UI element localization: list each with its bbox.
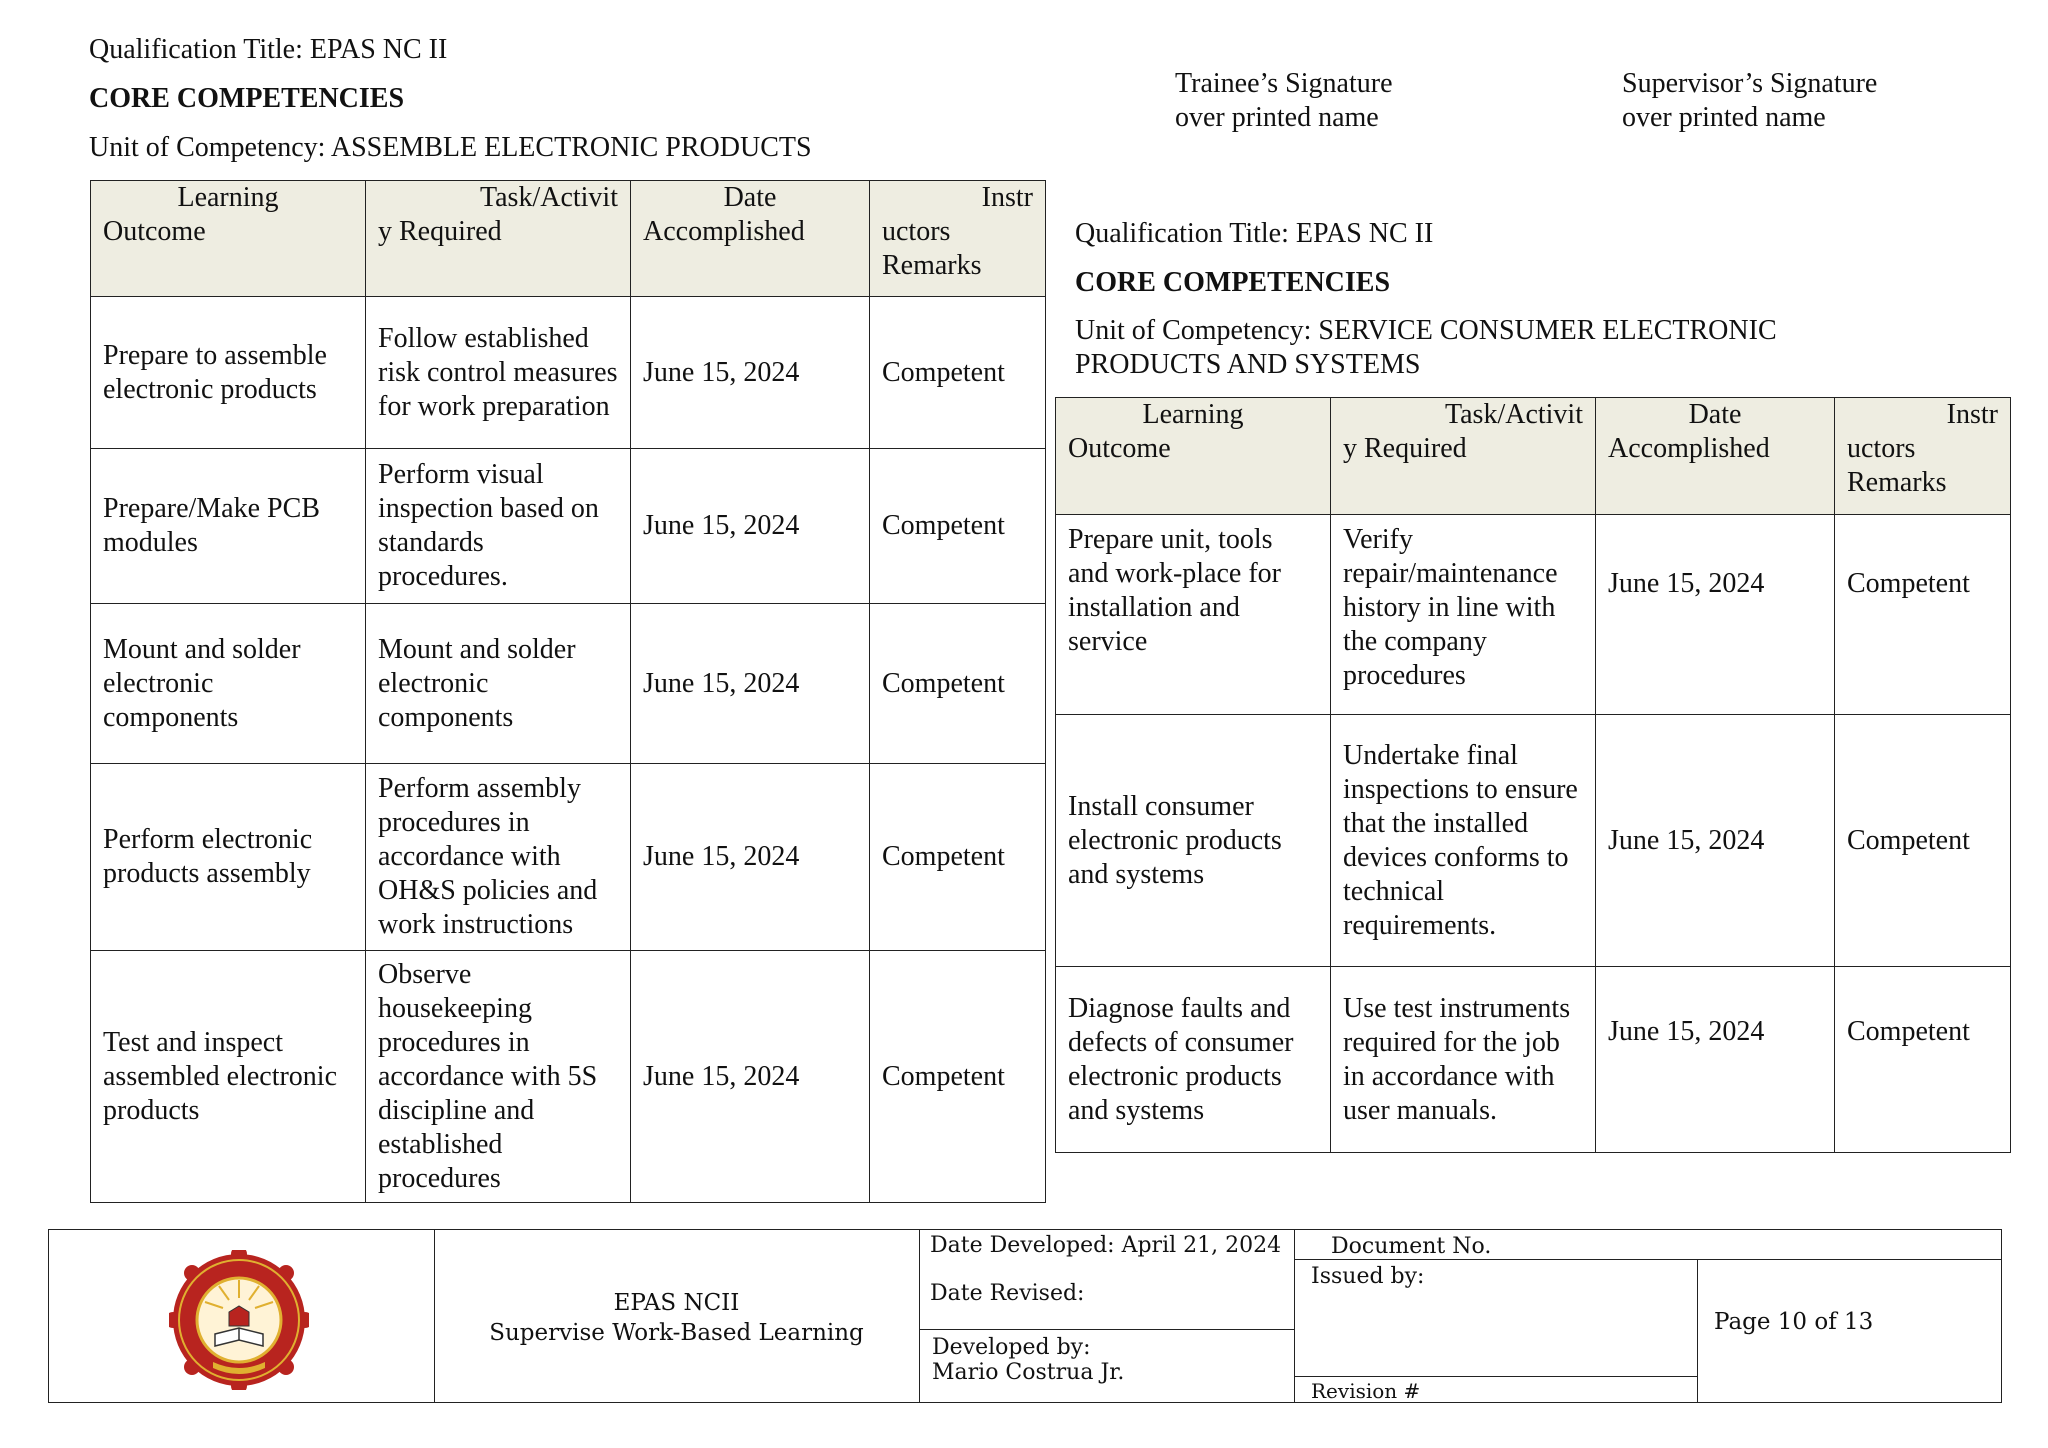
task-cell: Follow established risk control measures for work preparation (366, 297, 631, 449)
date-cell: June 15, 2024 (631, 449, 870, 604)
document-number-label: Document No. (1331, 1234, 1492, 1259)
header-date-accomplished: Date Accomplished (631, 181, 870, 297)
learning-outcome-cell: Prepare to assemble electronic products (91, 297, 366, 449)
remarks-cell: Competent (1835, 515, 2011, 715)
task-cell: Undertake final inspections to ensure that the installed devices conforms to technical requirements. (1331, 715, 1596, 967)
remarks-cell: Competent (870, 297, 1046, 449)
issued-by-label: Issued by: (1311, 1264, 1425, 1289)
header-task-required: Task/Activit y Required (366, 181, 631, 297)
left-section-title: CORE COMPETENCIES (89, 83, 405, 114)
revision-label: Revision # (1311, 1379, 1421, 1403)
date-cell: June 15, 2024 (1596, 967, 1835, 1153)
date-cell: June 15, 2024 (1596, 715, 1835, 967)
header-learning-outcome: Learning Outcome (91, 181, 366, 297)
learning-outcome-cell: Diagnose faults and defects of consumer electronic products and systems (1056, 967, 1331, 1153)
learning-outcome-cell: Mount and solder electronic components (91, 604, 366, 764)
trainee-signature-label: Trainee’s Signature over printed name (1175, 68, 1393, 133)
task-cell: Use test instruments required for the job in accordance with user manuals. (1331, 967, 1596, 1153)
task-cell: Perform assembly procedures in accordance with OH&S policies and work instructions (366, 764, 631, 951)
developed-by-label: Developed by: (932, 1335, 1091, 1360)
table-row (91, 449, 1046, 604)
right-section-title: CORE COMPETENCIES (1075, 267, 1391, 298)
right-unit-of-competency: Unit of Competency: SERVICE CONSUMER ELECTRONIC PRODUCTS AND SYSTEMS (1075, 315, 1777, 380)
remarks-cell: Competent (870, 449, 1046, 604)
learning-outcome-cell: Perform electronic products assembly (91, 764, 366, 951)
table-row (91, 297, 1046, 449)
learning-outcome-cell: Prepare/Make PCB modules (91, 449, 366, 604)
page-number: Page 10 of 13 (1714, 1309, 1874, 1335)
header-learning-outcome: Learning Outcome (1056, 398, 1331, 515)
remarks-cell: Competent (1835, 715, 2011, 967)
date-cell: June 15, 2024 (631, 604, 870, 764)
table-row (91, 604, 1046, 764)
table-header-row (1056, 398, 2011, 515)
left-competency-table (90, 180, 1046, 1203)
header-date-accomplished: Date Accomplished (1596, 398, 1835, 515)
date-revised: Date Revised: (930, 1281, 1085, 1306)
school-seal-logo (169, 1250, 309, 1390)
date-cell: June 15, 2024 (631, 951, 870, 1203)
date-developed: Date Developed: April 21, 2024 (930, 1233, 1282, 1258)
left-unit-of-competency: Unit of Competency: ASSEMBLE ELECTRONIC PRODUCTS (89, 132, 812, 163)
table-row (91, 951, 1046, 1203)
remarks-cell: Competent (1835, 967, 2011, 1153)
task-cell: Observe housekeeping procedures in accordance with 5S discipline and established procedures (366, 951, 631, 1203)
developed-by-name: Mario Costrua Jr. (932, 1360, 1125, 1385)
supervisor-signature-label: Supervisor’s Signature over printed name (1622, 68, 1878, 133)
date-cell: June 15, 2024 (1596, 515, 1835, 715)
table-row (1056, 715, 2011, 967)
header-instructors-remarks: Instr uctors Remarks (870, 181, 1046, 297)
learning-outcome-cell: Prepare unit, tools and work-place for installation and service (1056, 515, 1331, 715)
table-row (91, 764, 1046, 951)
remarks-cell: Competent (870, 764, 1046, 951)
learning-outcome-cell: Install consumer electronic products and systems (1056, 715, 1331, 967)
date-cell: June 15, 2024 (631, 297, 870, 449)
task-cell: Mount and solder electronic components (366, 604, 631, 764)
learning-outcome-cell: Test and inspect assembled electronic products (91, 951, 366, 1203)
header-instructors-remarks: Instr uctors Remarks (1835, 398, 2011, 515)
date-cell: June 15, 2024 (631, 764, 870, 951)
remarks-cell: Competent (870, 951, 1046, 1203)
left-qualification-title: Qualification Title: EPAS NC II (89, 34, 448, 65)
task-cell: Verify repair/maintenance history in line with the company procedures (1331, 515, 1596, 715)
table-row (1056, 967, 2011, 1153)
footer-course-title: EPAS NCII Supervise Work-Based Learning (489, 1290, 864, 1346)
header-task-required: Task/Activit y Required (1331, 398, 1596, 515)
document-footer (48, 1229, 2002, 1403)
task-cell: Perform visual inspection based on standards procedures. (366, 449, 631, 604)
right-competency-table (1055, 397, 2011, 1153)
remarks-cell: Competent (870, 604, 1046, 764)
right-qualification-title: Qualification Title: EPAS NC II (1075, 218, 1434, 249)
table-row (1056, 515, 2011, 715)
table-header-row (91, 181, 1046, 297)
